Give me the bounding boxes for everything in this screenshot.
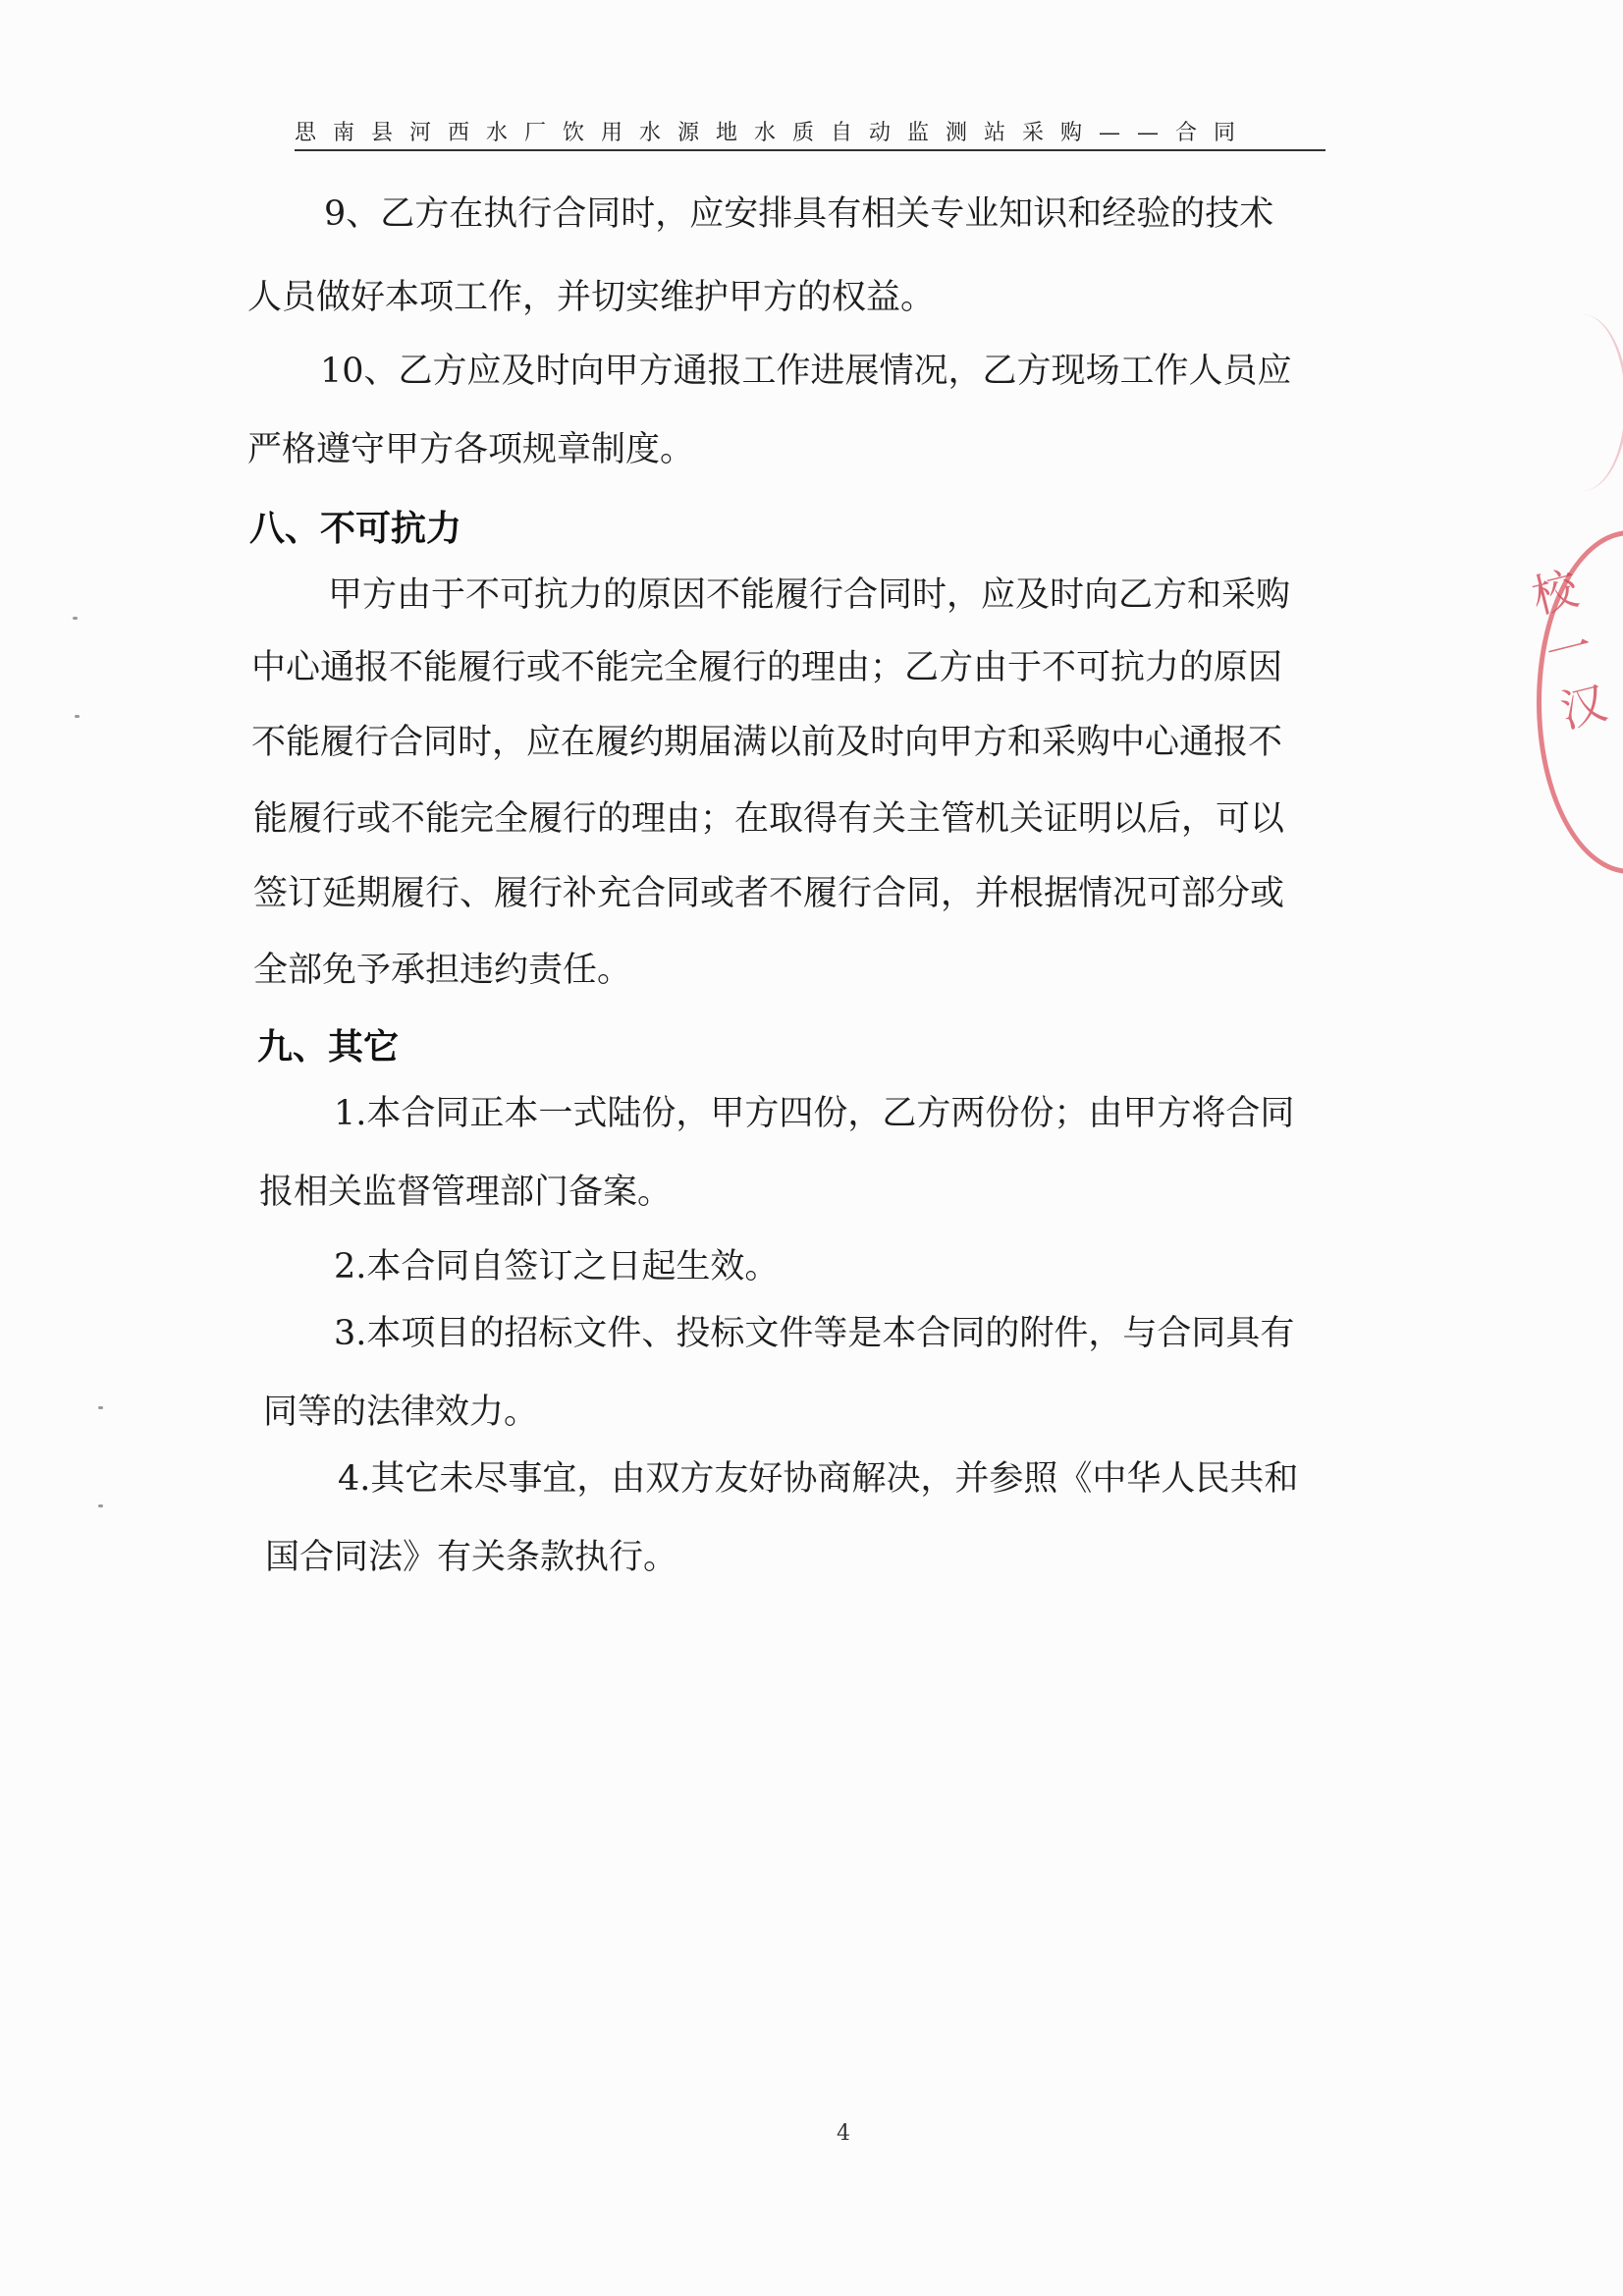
body-line: 1.本合同正本一式陆份，甲方四份，乙方两份份；由甲方将合同 [334,1094,1295,1133]
body-line: 全部免予承担违约责任。 [253,951,632,990]
body-line: 10、乙方应及时向甲方通报工作进展情况，乙方现场工作人员应 [320,352,1292,391]
seal-arc-mark [1537,314,1623,491]
body-line: 甲方由于不可抗力的原因不能履行合同时，应及时向乙方和采购 [328,575,1291,615]
seal-text: 校一汉 [1526,561,1612,738]
body-line: 国合同法》有关条款执行。 [265,1538,678,1577]
body-line: 不能履行合同时，应在履约期届满以前及时向甲方和采购中心通报不 [251,723,1283,762]
section-heading-other: 九、其它 [257,1026,400,1067]
page-number: 4 [837,2121,850,2146]
body-line: 能履行或不能完全履行的理由；在取得有关主管机关证明以后，可以 [253,799,1285,839]
body-line: 9、乙方在执行合同时，应安排具有相关专业知识和经验的技术 [324,194,1274,234]
body-line: 同等的法律效力。 [263,1393,539,1432]
body-line: 3.本项目的招标文件、投标文件等是本合同的附件，与合同具有 [334,1314,1295,1353]
body-line: 人员做好本项工作，并切实维护甲方的权益。 [247,278,936,317]
body-line: 4.其它未尽事宜，由双方友好协商解决，并参照《中华人民共和 [338,1459,1299,1499]
body-line: 中心通报不能履行或不能完全履行的理由；乙方由于不可抗力的原因 [251,648,1283,687]
body-line: 2.本合同自签订之日起生效。 [334,1247,780,1286]
document-header: 思南县河西水厂饮用水源地水质自动监测站采购——合同 [295,121,1253,145]
scan-speck [73,617,78,620]
section-heading-force-majeure: 八、不可抗力 [249,508,462,549]
body-line: 报相关监督管理部门备案。 [259,1173,673,1212]
scan-speck [75,715,80,718]
header-rule [295,149,1325,151]
scan-speck [98,1504,103,1507]
body-line: 严格遵守甲方各项规章制度。 [247,430,695,469]
scan-speck [98,1406,103,1409]
body-line: 签订延期履行、履行补充合同或者不履行合同，并根据情况可部分或 [253,874,1285,913]
